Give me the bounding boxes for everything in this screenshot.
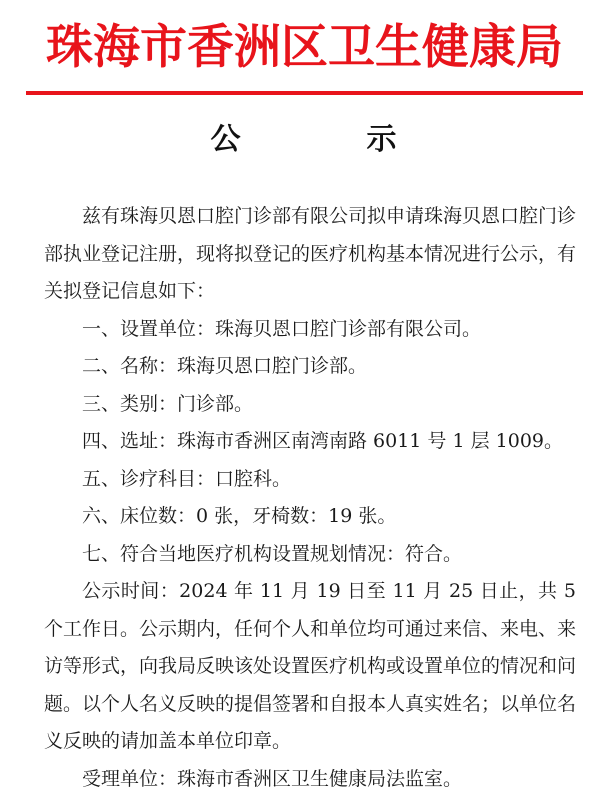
item-address: 四、选址：珠海市香洲区南湾南路 6011 号 1 层 1009。	[44, 423, 576, 461]
item-departments: 五、诊疗科目：口腔科。	[44, 461, 576, 499]
letterhead-divider	[26, 91, 583, 95]
item-planning-compliance: 七、符合当地医疗机构设置规划情况：符合。	[44, 536, 576, 574]
document-title: 公 示	[0, 120, 607, 160]
receiving-unit-paragraph: 受理单位：珠海市香洲区卫生健康局法监室。	[44, 761, 576, 798]
item-setup-unit: 一、设置单位：珠海贝恩口腔门诊部有限公司。	[44, 311, 576, 349]
item-beds-chairs: 六、床位数：0 张，牙椅数：19 张。	[44, 498, 576, 536]
letterhead-title: 珠海市香洲区卫生健康局	[22, 18, 587, 78]
document-body	[44, 198, 576, 798]
item-name: 二、名称：珠海贝恩口腔门诊部。	[44, 348, 576, 386]
notice-period-paragraph: 公示时间：2024 年 11 月 19 日至 11 月 25 日止，共 5 个工作日。公示期内，任何个人和单位均可通过来信、来电、来访等形式，向我局反映该处设置医疗机构或设置单位的情况和问题。以个人名义反映的提倡签署和自报本人真实姓名；以单位名义反映的请加盖本单位印章。	[44, 573, 576, 761]
intro-paragraph: 兹有珠海贝恩口腔门诊部有限公司拟申请珠海贝恩口腔门诊部执业登记注册，现将拟登记的医疗机构基本情况进行公示，有关拟登记信息如下：	[44, 198, 576, 311]
item-category: 三、类别：门诊部。	[44, 386, 576, 424]
